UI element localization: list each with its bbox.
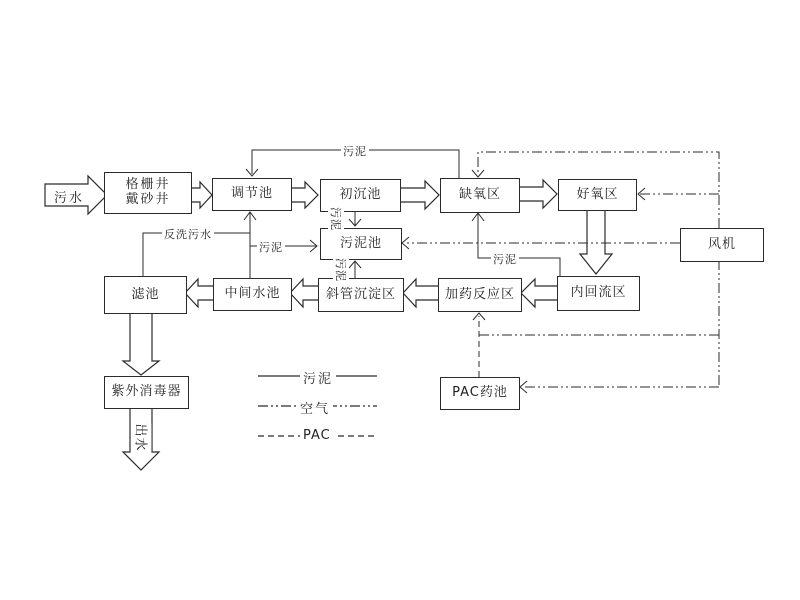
grit-well-line2: 戴砂井 xyxy=(125,192,171,207)
node-sludge-tank: 污泥池 xyxy=(320,228,402,260)
node-uv-disinfector: 紫外消毒器 xyxy=(104,376,189,409)
node-internal-reflux-zone: 内回流区 xyxy=(557,276,640,311)
node-intermediate-tank: 中间水池 xyxy=(213,278,292,311)
outlet-label: 出水 xyxy=(133,423,152,451)
inlet-label: 污水 xyxy=(54,191,85,206)
arrow-filter-to-uv xyxy=(123,312,159,375)
arrow-primary-to-anoxic xyxy=(399,181,439,209)
flow-label-sludge-mid: 污泥 xyxy=(259,241,283,254)
flow-label-sludge-reflux: 污泥 xyxy=(493,253,517,266)
legend-label-air: 空气 xyxy=(297,398,333,417)
arrow-regulating-to-primary xyxy=(290,182,318,208)
arrow-inclined-to-intermediate xyxy=(290,279,318,307)
grit-well-line1: 格栅井 xyxy=(125,177,171,193)
node-blower: 风机 xyxy=(680,228,764,262)
arrow-dosing-to-inclined xyxy=(403,279,438,307)
arrow-reflux-to-dosing xyxy=(521,279,557,307)
legend-label-sludge: 污泥 xyxy=(300,368,336,387)
node-grit-well xyxy=(104,172,192,214)
arrow-intermediate-to-filter xyxy=(185,279,213,307)
node-regulating-tank: 调节池 xyxy=(212,178,292,211)
arrow-aerobic-to-reflux xyxy=(580,209,612,274)
legend-label-pac: PAC xyxy=(300,428,334,443)
node-pac-tank: PAC药池 xyxy=(440,377,520,410)
node-dosing-reaction-zone: 加药反应区 xyxy=(438,278,522,312)
node-inclined-tube-sedimentation-zone: 斜管沉淀区 xyxy=(318,278,404,312)
flow-label-sludge-inclined-vertical: 污泥 xyxy=(334,258,347,282)
arrow-anoxic-to-aerobic xyxy=(518,180,557,208)
arrow-grit-to-regulating xyxy=(190,182,212,208)
node-filter-tank: 滤池 xyxy=(104,276,187,314)
node-aerobic-zone: 好氧区 xyxy=(558,179,637,211)
flow-label-sludge-top: 污泥 xyxy=(343,145,367,158)
flow-label-backwash: 反洗污水 xyxy=(164,228,212,241)
node-anoxic-zone: 缺氧区 xyxy=(440,178,520,213)
node-primary-sedimentation-tank: 初沉池 xyxy=(320,179,401,212)
flow-label-sludge-primary-vertical: 污泥 xyxy=(329,207,342,231)
